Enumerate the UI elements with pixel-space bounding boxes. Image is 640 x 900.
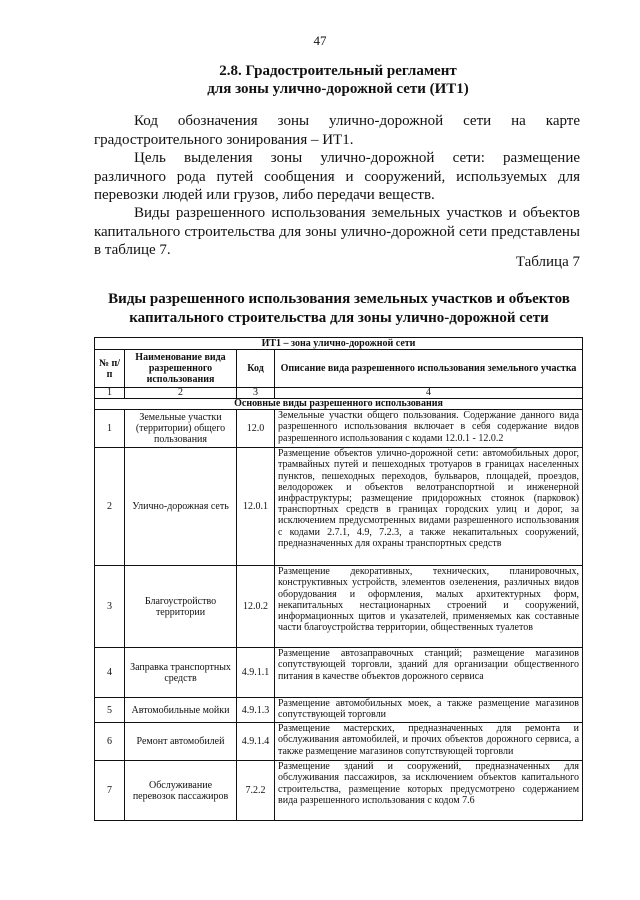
- table-label: Таблица 7: [515, 254, 580, 270]
- row-number: 2: [95, 448, 125, 566]
- row-number: 7: [95, 761, 125, 821]
- row-number: 4: [95, 648, 125, 698]
- table-title: [96, 290, 582, 328]
- paragraph-zone-code: Код обозначения зоны улично-дорожной сети на карте градостроительного зонирования – ИТ1.: [94, 113, 580, 148]
- row-code: 4.9.1.3: [237, 698, 275, 723]
- row-code: 4.9.1.4: [237, 723, 275, 761]
- table-row: [95, 723, 583, 761]
- row-description: Размещение декоративных, технических, планировочных, конструктивных устройств, элементов озеленения, различных видов оборудования и оформления, малых архитектурных форм, некапитальных нестационарных строений и сооружений, информационных щитов и указателей, применяемых как составные части благоустройства территории, общественных туалетов: [275, 566, 583, 648]
- table-row: [95, 761, 583, 821]
- row-name: Автомобильные мойки: [125, 698, 237, 723]
- table-title-line2: капитального строительства для зоны улично-дорожной сети: [129, 310, 549, 326]
- column-number-row: [95, 388, 583, 399]
- row-number: 1: [95, 410, 125, 448]
- section-title: [0, 62, 640, 98]
- row-name: Улично-дорожная сеть: [125, 448, 237, 566]
- row-name: Ремонт автомобилей: [125, 723, 237, 761]
- table-row: [95, 448, 583, 566]
- row-code: 12.0.1: [237, 448, 275, 566]
- column-number: 3: [237, 388, 275, 399]
- row-name: Земельные участки (территории) общего пользования: [125, 410, 237, 448]
- row-number: 3: [95, 566, 125, 648]
- row-name: Заправка транспортных средств: [125, 648, 237, 698]
- group-header-row: [95, 399, 583, 410]
- header-description: Описание вида разрешенного использования земельного участка: [275, 350, 583, 388]
- row-name: Обслуживание перевозок пассажиров: [125, 761, 237, 821]
- row-name: Благоустройство территории: [125, 566, 237, 648]
- zone-header: ИТ1 – зона улично-дорожной сети: [95, 338, 583, 350]
- row-code: 12.0.2: [237, 566, 275, 648]
- row-code: 7.2.2: [237, 761, 275, 821]
- group-header: Основные виды разрешенного использования: [95, 399, 583, 410]
- column-number: 4: [275, 388, 583, 399]
- section-title-line1: 2.8. Градостроительный регламент: [219, 63, 457, 79]
- table-row: [95, 410, 583, 448]
- permitted-use-table: [94, 337, 583, 821]
- row-description: Размещение автомобильных моек, а также размещение магазинов сопутствующей торговли: [275, 698, 583, 723]
- row-description: Размещение объектов улично-дорожной сети: автомобильных дорог, трамвайных путей и пешеходных тротуаров в границах населенных пунктов, пешеходных переходов, бульваров, площадей, проездов, велодорожек и объектов велотранспортной и инженерной инфраструктуры; размещение придорожных стоянок (парковок) транспортных средств в границах городских улиц и дорог, за исключением предусмотренных видами разрешенного использования с кодами 2.7.1, 4.9, 7.2.3, а также некапитальных сооружений, предназначенных для охраны транспортных средств: [275, 448, 583, 566]
- column-header-row: [95, 350, 583, 388]
- header-number: № п/п: [95, 350, 125, 388]
- row-number: 5: [95, 698, 125, 723]
- row-code: 12.0: [237, 410, 275, 448]
- row-description: Земельные участки общего пользования. Содержание данного вида разрешенного использования включает в себя содержание видов разрешенного использования с кодами 12.0.1 - 12.0.2: [275, 410, 583, 448]
- table-row: [95, 648, 583, 698]
- table-title-line1: Виды разрешенного использования земельных участков и объектов: [108, 291, 570, 307]
- row-number: 6: [95, 723, 125, 761]
- table-row: [95, 566, 583, 648]
- column-number: 2: [125, 388, 237, 399]
- header-code: Код: [237, 350, 275, 388]
- page-number: 47: [313, 33, 327, 48]
- header-name: Наименование вида разрешенного использования: [125, 350, 237, 388]
- section-title-line2: для зоны улично-дорожной сети (ИТ1): [207, 81, 469, 97]
- paragraph-zone-purpose: Цель выделения зоны улично-дорожной сети: размещение различного рода путей сообщения и сооружений, используемых для перевозки людей или грузов, либо передачи веществ.: [94, 150, 580, 203]
- row-description: Размещение мастерских, предназначенных для ремонта и обслуживания автомобилей, и прочих объектов дорожного сервиса, а также размещение магазинов сопутствующей торговли: [275, 723, 583, 761]
- zone-header-row: [95, 338, 583, 350]
- row-description: Размещение автозаправочных станций; размещение магазинов сопутствующей торговли, зданий для организации общественного питания в качестве объектов дорожного сервиса: [275, 648, 583, 698]
- row-description: Размещение зданий и сооружений, предназначенных для обслуживания пассажиров, за исключением объектов капитального строительства, размещение которых предусмотрено содержанием вида разрешенного использования с кодом 7.6: [275, 761, 583, 821]
- table-row: [95, 698, 583, 723]
- column-number: 1: [95, 388, 125, 399]
- paragraph-table-reference: Виды разрешенного использования земельных участков и объектов капитального строительства для зоны улично-дорожной сети представлены в таблице 7.: [94, 205, 580, 258]
- row-code: 4.9.1.1: [237, 648, 275, 698]
